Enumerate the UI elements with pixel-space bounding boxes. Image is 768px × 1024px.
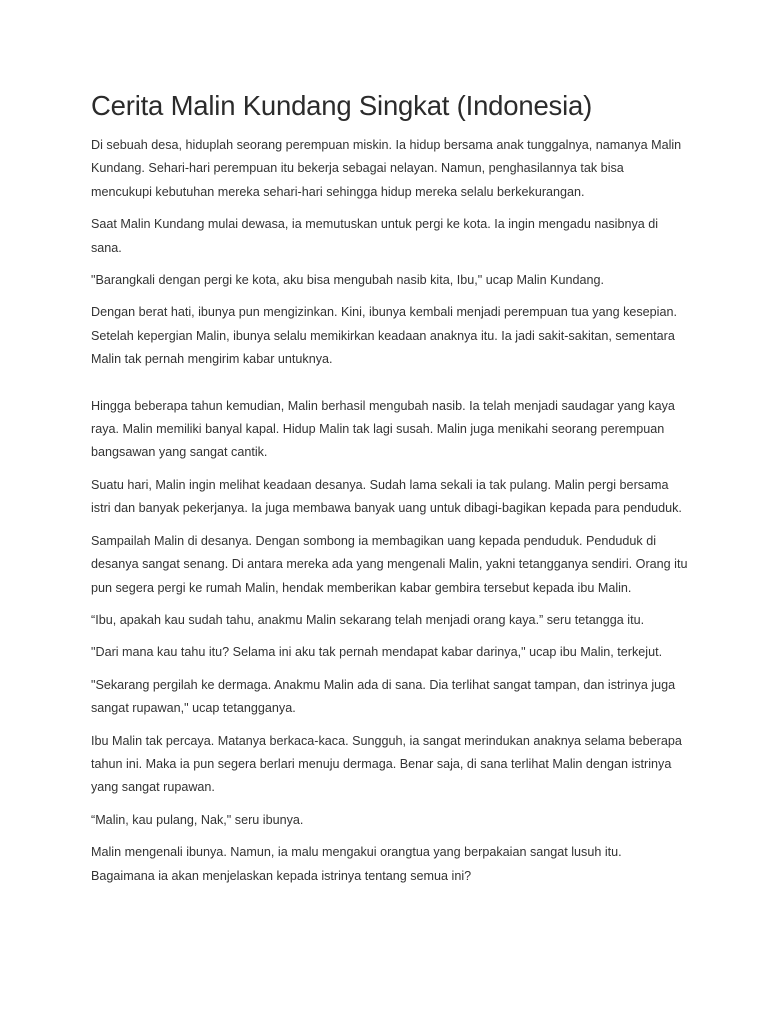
paragraph: Sampailah Malin di desanya. Dengan sombong ia membagikan uang kepada penduduk. Penduduk di desanya sangat senang. Di antara mereka ada yang mengenali Malin, yakni tetangganya sendiri. Orang itu pun segera pergi ke rumah Malin, hendak memberikan kabar gembira tersebut kepada ibu Malin. [91,533,688,595]
paragraph: “Ibu, apakah kau sudah tahu, anakmu Malin sekarang telah menjadi orang kaya.” seru tetangga itu. [91,612,645,627]
paragraph: Hingga beberapa tahun kemudian, Malin berhasil mengubah nasib. Ia telah menjadi saudagar yang kaya raya. Malin memiliki banyal kapal. Hidup Malin tak lagi susah. Malin juga menikahi seorang perempuan bangsawan yang sangat cantik. [91,398,675,460]
paragraph: Ibu Malin tak percaya. Matanya berkaca-kaca. Sungguh, ia sangat merindukan anaknya selama beberapa tahun ini. Maka ia pun segera berlari menuju dermaga. Benar saja, di sana terlihat Malin dengan istrinya yang sangat rupawan. [91,733,682,795]
paragraph: Malin mengenali ibunya. Namun, ia malu mengakui orangtua yang berpakaian sangat lusuh itu. Bagaimana ia akan menjelaskan kepada istrinya tentang semua ini? [91,845,622,883]
document-title: Cerita Malin Kundang Singkat (Indonesia) [91,90,593,121]
paragraph: "Barangkali dengan pergi ke kota, aku bisa mengubah nasib kita, Ibu," ucap Malin Kundang. [91,273,605,288]
paragraph: Suatu hari, Malin ingin melihat keadaan desanya. Sudah lama sekali ia tak pulang. Malin pergi bersama istri dan banyak pekerjanya. Ia juga membawa banyak uang untuk dibagi-bagikan kepada para penduduk. [91,477,682,516]
paragraph: Dengan berat hati, ibunya pun mengizinkan. Kini, ibunya kembali menjadi perempuan tua yang kesepian. Setelah kepergian Malin, ibunya selalu memikirkan keadaan anaknya itu. Ia jadi sakit-sakitan, sementara Malin tak pernah mengirim kabar untuknya. [91,305,677,367]
paragraph: “Malin, kau pulang, Nak," seru ibunya. [91,812,304,827]
paragraph: Di sebuah desa, hiduplah seorang perempuan miskin. Ia hidup bersama anak tunggalnya, namanya Malin Kundang. Sehari-hari perempuan itu bekerja sebagai nelayan. Namun, penghasilannya tak bisa mencukupi kebutuhan mereka sehari-hari sehingga hidup mereka selalu berkekurangan. [91,138,682,199]
paragraph: "Sekarang pergilah ke dermaga. Anakmu Malin ada di sana. Dia terlihat sangat tampan, dan istrinya juga sangat rupawan," ucap tetangganya. [91,677,676,716]
paragraph: Saat Malin Kundang mulai dewasa, ia memutuskan untuk pergi ke kota. Ia ingin mengadu nasibnya di sana. [91,217,659,255]
paragraph: "Dari mana kau tahu itu? Selama ini aku tak pernah mendapat kabar darinya," ucap ibu Malin, terkejut. [91,645,663,660]
